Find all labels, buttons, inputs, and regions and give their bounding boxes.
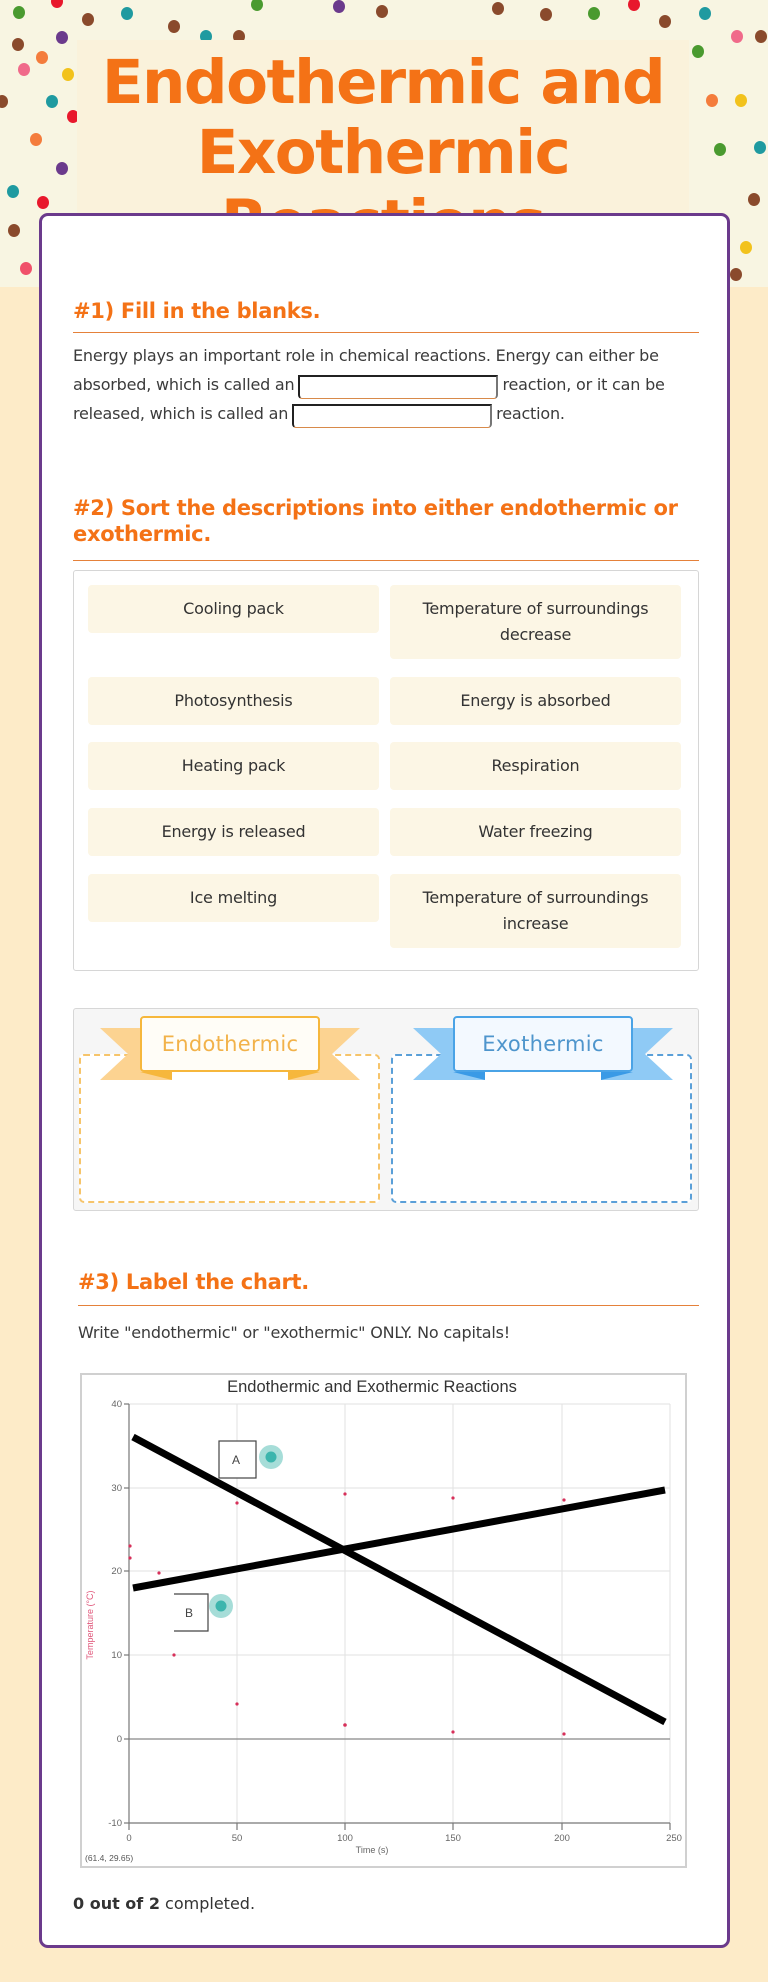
- dot: [62, 68, 74, 81]
- sortable-tiles-container: [73, 570, 699, 971]
- line-a-decreasing: [133, 1437, 665, 1722]
- draggable-tile-heating-pack[interactable]: Heating pack: [88, 742, 379, 790]
- dot: [51, 0, 63, 8]
- y-axis-label: Temperature (°C): [85, 1590, 95, 1660]
- dot: [692, 45, 704, 58]
- dot: [628, 0, 640, 11]
- hotspot-b-dot[interactable]: [216, 1601, 227, 1612]
- title-line-1: Endothermic and: [101, 47, 665, 118]
- section1-heading: #1) Fill in the blanks.: [73, 299, 321, 323]
- hotspot-a-dot[interactable]: [266, 1452, 277, 1463]
- dot: [251, 0, 263, 11]
- draggable-tile-temp-decrease[interactable]: Temperature of surroundings decrease: [390, 585, 681, 659]
- worksheet-card: [39, 213, 730, 1948]
- draggable-tile-energy-absorbed[interactable]: Energy is absorbed: [390, 677, 681, 725]
- draggable-tile-water-freezing[interactable]: Water freezing: [390, 808, 681, 856]
- dot: [333, 0, 345, 13]
- y-tick-labels: [108, 1399, 122, 1829]
- exothermic-ribbon: [413, 1016, 673, 1080]
- completion-text: completed.: [159, 1894, 256, 1913]
- draggable-tile-ice-melting[interactable]: Ice melting: [88, 874, 379, 922]
- dot: [30, 133, 42, 146]
- svg-text:30: 30: [111, 1483, 122, 1494]
- svg-text:40: 40: [111, 1399, 122, 1410]
- sorting-drop-area: [73, 1008, 699, 1211]
- dot: [714, 143, 726, 156]
- dot: [492, 2, 504, 15]
- section1-divider: [73, 332, 699, 333]
- dot: [0, 95, 8, 108]
- x-tick-labels: [126, 1833, 682, 1844]
- dot: [735, 94, 747, 107]
- svg-text:100: 100: [337, 1833, 353, 1844]
- svg-text:-10: -10: [108, 1818, 122, 1829]
- dot: [46, 95, 58, 108]
- dot: [730, 268, 742, 281]
- svg-text:50: 50: [231, 1833, 243, 1844]
- endothermic-ribbon: [100, 1016, 360, 1080]
- dot: [748, 193, 760, 206]
- dot: [659, 15, 671, 28]
- temperature-time-chart: [82, 1375, 685, 1866]
- svg-text:250: 250: [666, 1833, 682, 1844]
- svg-text:200: 200: [554, 1833, 570, 1844]
- chart-grid: [129, 1404, 670, 1823]
- chart-image: [80, 1373, 687, 1868]
- draggable-tile-cooling-pack[interactable]: Cooling pack: [88, 585, 379, 633]
- dot: [740, 241, 752, 254]
- blank-input-1[interactable]: [298, 375, 498, 399]
- svg-text:150: 150: [445, 1833, 461, 1844]
- dot: [82, 13, 94, 26]
- label-b-text: B: [185, 1606, 194, 1620]
- exothermic-zone-label: Exothermic: [453, 1016, 633, 1072]
- dot: [376, 5, 388, 18]
- x-axis-label: Time (s): [355, 1845, 389, 1855]
- svg-text:0: 0: [116, 1734, 122, 1745]
- dot: [8, 224, 20, 237]
- dot: [121, 7, 133, 20]
- draggable-tile-energy-released[interactable]: Energy is released: [88, 808, 379, 856]
- paragraph-text-2: reaction, or it can be released, which is called an: [73, 375, 665, 423]
- cursor-readout: (61.4, 29.65): [85, 1853, 134, 1863]
- dot: [18, 63, 30, 76]
- svg-text:0: 0: [126, 1833, 132, 1844]
- section2-heading: #2) Sort the descriptions into either endothermic or exothermic.: [73, 496, 678, 546]
- blank-input-2[interactable]: [292, 404, 492, 428]
- svg-text:10: 10: [111, 1650, 122, 1661]
- dot: [731, 30, 743, 43]
- dot: [13, 6, 25, 19]
- section2-divider: [73, 560, 699, 561]
- completion-count: 0 out of 2: [73, 1894, 160, 1913]
- section1-paragraph: [73, 341, 703, 428]
- paragraph-text-1: Energy plays an important role in chemical reactions. Energy can either be absorbed, which is called an: [73, 346, 659, 394]
- draggable-tile-respiration[interactable]: Respiration: [390, 742, 681, 790]
- dot: [20, 262, 32, 275]
- dot: [36, 51, 48, 64]
- svg-text:20: 20: [111, 1566, 122, 1577]
- dot: [540, 8, 552, 21]
- dot: [754, 141, 766, 154]
- dot: [56, 162, 68, 175]
- dot: [706, 94, 718, 107]
- dot: [7, 185, 19, 198]
- dot: [168, 20, 180, 33]
- section3-heading: #3) Label the chart.: [78, 1270, 309, 1294]
- endothermic-zone-label: Endothermic: [140, 1016, 320, 1072]
- completion-status: [73, 1894, 255, 1913]
- label-a-text: A: [232, 1453, 241, 1467]
- dot: [12, 38, 24, 51]
- dot: [699, 7, 711, 20]
- dot: [37, 196, 49, 209]
- title-line-2: Exothermic: [196, 117, 570, 188]
- dot: [56, 31, 68, 44]
- dot: [588, 7, 600, 20]
- chart-title: Endothermic and Exothermic Reactions: [227, 1378, 517, 1396]
- dot: [755, 30, 767, 43]
- paragraph-text-3: reaction.: [496, 404, 565, 423]
- section3-divider: [78, 1305, 699, 1306]
- draggable-tile-temp-increase[interactable]: Temperature of surroundings increase: [390, 874, 681, 948]
- draggable-tile-photosynthesis[interactable]: Photosynthesis: [88, 677, 379, 725]
- line-b-increasing: [133, 1490, 665, 1588]
- section3-instruction: Write "endothermic" or "exothermic" ONLY. No capitals!: [78, 1323, 510, 1342]
